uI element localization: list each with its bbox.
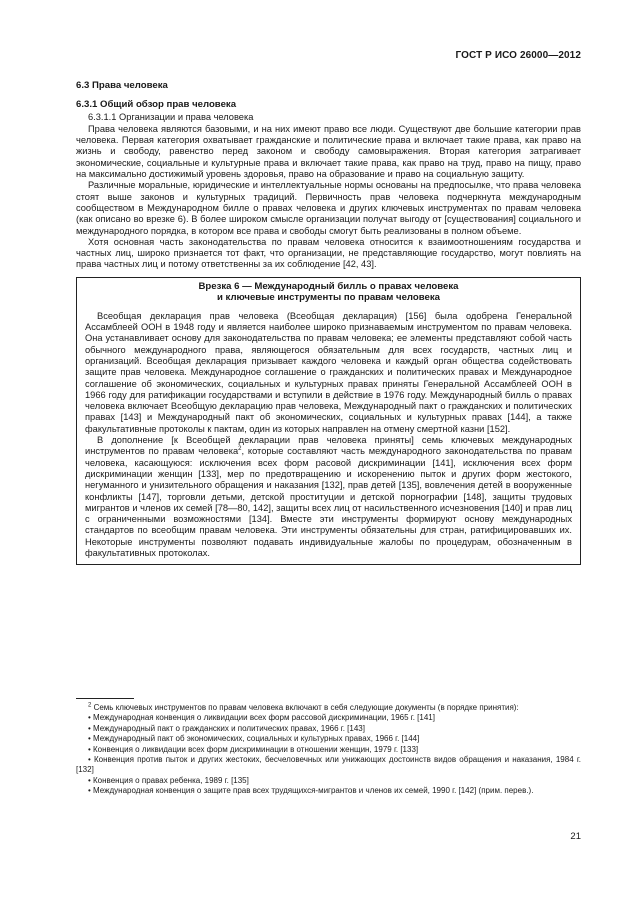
inset-box-paragraph-1: Всеобщая декларация прав человека (Всеобщая декларация) [156] была одобрена Генеральной Ассамблеей ООН в 1948 году и является наиболее широко признаваемым инструментом по правам человека. Она устанавливает основу для законодательства по правам человека; ее элементы представляют собой часть обычного международного права, являющегося обязательным для всех государств, частных лиц и организаций. Всеобщая декларация призывает каждого человека и каждый орган общества содействовать защите прав человека. Международное соглашение о гражданских и политических правах и Международное соглашение об экономических, социальных и культурных правах приняты Генеральной Ассамблеей ООН в 1966 году для ратификации государствами и вступили в действие в 1976 году. Международный билль о правах человека включает Всеобщую декларацию прав человека, Международный пакт о гражданских и политических правах [143] и Международный пакт об экономических, социальных и культурных правах [144], а также факультативные протоколы к пактам, один из которых направлен на отмену смертной казни [152].: [85, 310, 572, 434]
footnote-list-item: • Конвенция о ликвидации всех форм дискриминации в отношении женщин, 1979 г. [133]: [88, 744, 419, 754]
footnote-list-item: • Международный пакт о гражданских и политических правах, 1966 г. [143]: [88, 723, 365, 733]
subsubsection-heading: 6.3.1.1 Организации и права человека: [88, 111, 254, 122]
inset-box-6: [76, 277, 581, 566]
body-paragraph-1: Права человека являются базовыми, и на них имеют право все люди. Существуют две большие категории прав человека. Первая категория охватывает гражданские и политические права и включает такие права, как право на жизнь и свободу, равенство перед законом и свободу самовыражения. Вторая категория затрагивает экономические, социальные и культурные права и включает такие права, как право на труд, право на пищу, право на максимально достижимый уровень здоровья, право на образование и право на социальную защиту.: [76, 123, 581, 180]
inset-box-paragraph-2-start: В дополнение [к Всеобщей декларации прав человека приняты] семь ключевых международных инструментов по правам человека: [85, 435, 572, 457]
inset-box-paragraph-2: [85, 435, 572, 559]
footnote-list-item: • Конвенция о правах ребенка, 1989 г. [135]: [88, 775, 249, 785]
footnote-reference[interactable]: 2: [238, 446, 242, 453]
footnote-intro-text: Семь ключевых инструментов по правам человека включают в себя следующие документы (в порядке принятия):: [93, 703, 519, 712]
body-paragraph-2: Различные моральные, юридические и интеллектуальные нормы основаны на предпосылке, что права человека стоят выше законов и культурных традиций. Первичность прав человека подчеркнута международным сообществом в Международном билле о правах человека и других ключевых инструментах по правам человека (как описано во врезке 6). В более широком смысле организации получат выгоду от [существования] социального и международного порядка, в котором все права и свободы смогут быть реализованы в полном объеме.: [76, 180, 581, 236]
footnote-list-item: • Конвенция против пыток и других жестоких, бесчеловечных или унижающих достоинств видов обращения и наказания, 1984 г. [132]: [76, 755, 581, 775]
footnote-divider: [76, 698, 134, 699]
footnote-list-item: • Международный пакт об экономических, социальных и культурных правах, 1966 г. [144]: [88, 734, 420, 744]
footnote-list-item: • Международная конвенция о защите прав всех трудящихся-мигрантов и членов их семей, 1990 г. [142] (прим. перев.).: [88, 786, 534, 796]
inset-box-title-line1: Врезка 6 — Международный билль о правах человека: [198, 280, 459, 292]
footnote-intro: [76, 703, 581, 713]
body-paragraph-3: Хотя основная часть законодательства по правам человека относится к взаимоотношениям государства и частных лиц, широко признается тот факт, что организации, не представляющие государство, могут повлиять на права частных лиц и потому ответственны за их соблюдение [42, 43].: [76, 236, 581, 270]
section-heading: 6.3 Права человека: [76, 80, 168, 91]
page-number: 21: [570, 831, 581, 842]
footnote-list-item: • Международная конвенция о ликвидации всех форм рассовой дискриминации, 1965 г. [141]: [88, 713, 435, 723]
footnotes-section: [76, 698, 581, 797]
main-content: [76, 76, 581, 565]
inset-box-title: [85, 281, 572, 304]
document-id-header: ГОСТ Р ИСО 26000—2012: [455, 50, 581, 61]
inset-box-title-line2: и ключевые инструменты по правам человека: [216, 292, 440, 304]
footnote-number: 2: [88, 702, 92, 709]
inset-box-paragraph-2-end: , которые составляют часть международного законодательства по правам человека, касающуюся: исключения всех форм расовой дискриминации [141], исключения всех форм дискриминации женщин [133], мер по предотвращению и искоренению пыток и других форм жестокого, негуманного и унизительного обращения и наказания [132], прав детей [135], вовлечения детей в вооруженные конфликты [147], торговли детьми, детской проституции и детской порнографии [148], защиты трудовых мигрантов и членов их семей [78—80, 142], защиты всех лиц от насильственного исчезновения [140] и прав лиц с ограниченными возможностями [134]. Вместе эти инструменты формируют основу международных стандартов по всеобщим правам человека. Эти инструменты обязательны для стран, ратифицировавших их. Некоторые инструменты позволяют подавать индивидуальные жалобы по процедурам, обозначенным в факультативных протоколах.: [85, 446, 572, 558]
subsection-heading: 6.3.1 Общий обзор прав человека: [76, 99, 237, 111]
